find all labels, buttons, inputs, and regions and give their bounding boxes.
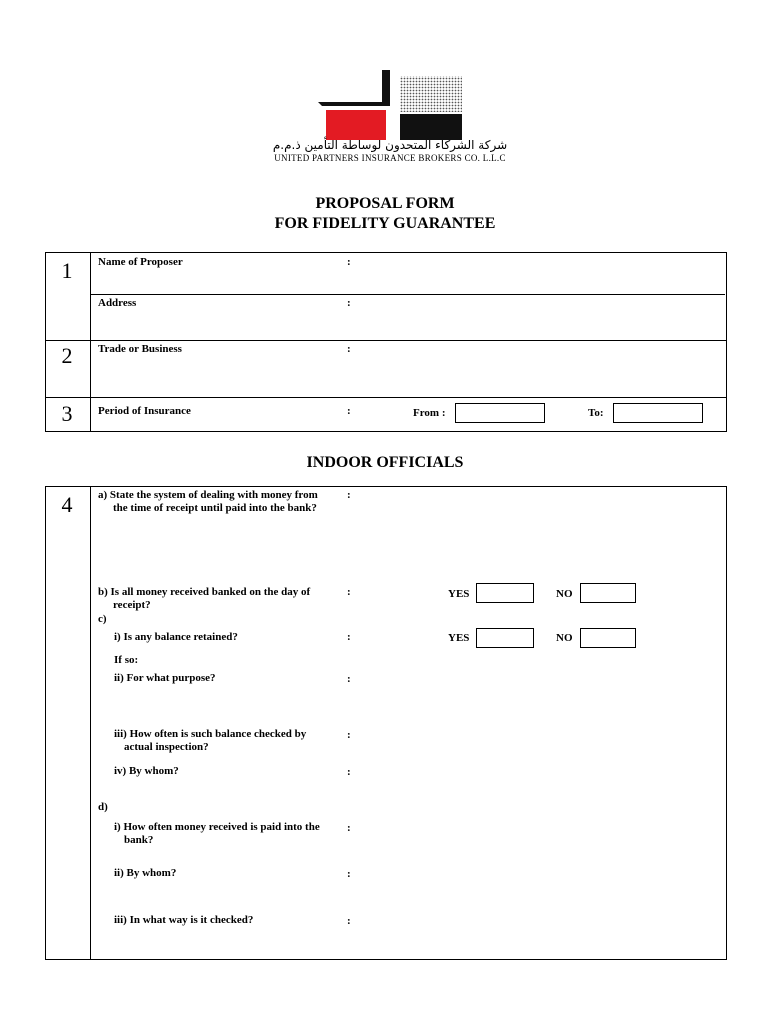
name-of-proposer-label: Name of Proposer — [98, 256, 183, 268]
question-d-i-line1: i) How often money received is paid into the — [114, 821, 320, 833]
question-d-iii-answer[interactable] — [360, 910, 720, 954]
form-subtitle: FOR FIDELITY GUARANTEE — [274, 215, 496, 232]
question-d-iii-label: iii) In what way is it checked? — [114, 914, 254, 926]
indoor-officials-heading: INDOOR OFFICIALS — [306, 454, 464, 471]
trade-or-business-field[interactable] — [360, 342, 720, 394]
period-to-label: To: — [588, 407, 604, 419]
question-c-iii-answer[interactable] — [360, 724, 720, 760]
period-to-input[interactable] — [613, 403, 703, 423]
address-field[interactable] — [360, 296, 720, 336]
period-of-insurance-label: Period of Insurance — [98, 405, 191, 417]
question-c-iii-line2: actual inspection? — [124, 741, 209, 753]
question-d-i-answer[interactable] — [360, 818, 720, 860]
question-a-answer[interactable] — [360, 488, 720, 578]
question-c-ii-answer[interactable] — [360, 668, 720, 718]
question-b-yes-box[interactable] — [476, 583, 534, 603]
logo-mark-icon — [316, 68, 466, 148]
section-number-2: 2 — [61, 343, 73, 368]
company-logo — [316, 68, 466, 148]
form-title: PROPOSAL FORM — [315, 195, 455, 212]
question-b-line1: b) Is all money received banked on the day of — [98, 586, 311, 598]
question-c-i-label: i) Is any balance retained? — [114, 631, 238, 643]
question-c-ii-label: ii) For what purpose? — [114, 672, 216, 684]
question-c-i-yes-label: YES — [448, 632, 470, 644]
if-so-label: If so: — [114, 654, 139, 666]
question-b-yes-label: YES — [448, 588, 470, 600]
question-c-i-no-label: NO — [556, 632, 573, 644]
section-number-3: 3 — [61, 401, 73, 426]
company-name: UNITED PARTNERS INSURANCE BROKERS CO. L.L.C — [274, 153, 506, 163]
trade-or-business-label: Trade or Business — [98, 343, 182, 355]
question-d-label: d) — [98, 801, 108, 813]
question-c-label: c) — [98, 613, 107, 625]
question-c-iv-answer[interactable] — [360, 762, 720, 798]
question-d-ii-answer[interactable] — [360, 864, 720, 904]
question-c-iv-label: iv) By whom? — [114, 765, 179, 777]
period-from-label: From : — [413, 407, 446, 419]
question-a-line2: the time of receipt until paid into the bank? — [113, 502, 317, 514]
question-a-line1: a) State the system of dealing with money from — [98, 489, 318, 501]
question-c-i-yes-box[interactable] — [476, 628, 534, 648]
address-label: Address — [98, 297, 137, 309]
question-d-ii-label: ii) By whom? — [114, 867, 177, 879]
question-c-i-no-box[interactable] — [580, 628, 636, 648]
section-number-4: 4 — [61, 492, 73, 517]
period-from-input[interactable] — [455, 403, 545, 423]
company-arabic-name: شركة الشركاء المتحدون لوساطة التأمين ذ.م.م — [272, 138, 508, 152]
question-d-i-line2: bank? — [124, 834, 154, 846]
question-b-line2: receipt? — [113, 599, 151, 611]
question-c-iii-line1: iii) How often is such balance checked by — [114, 728, 307, 740]
section-number-1: 1 — [61, 258, 73, 283]
name-of-proposer-field[interactable] — [360, 254, 720, 290]
question-b-no-box[interactable] — [580, 583, 636, 603]
question-b-no-label: NO — [556, 588, 573, 600]
